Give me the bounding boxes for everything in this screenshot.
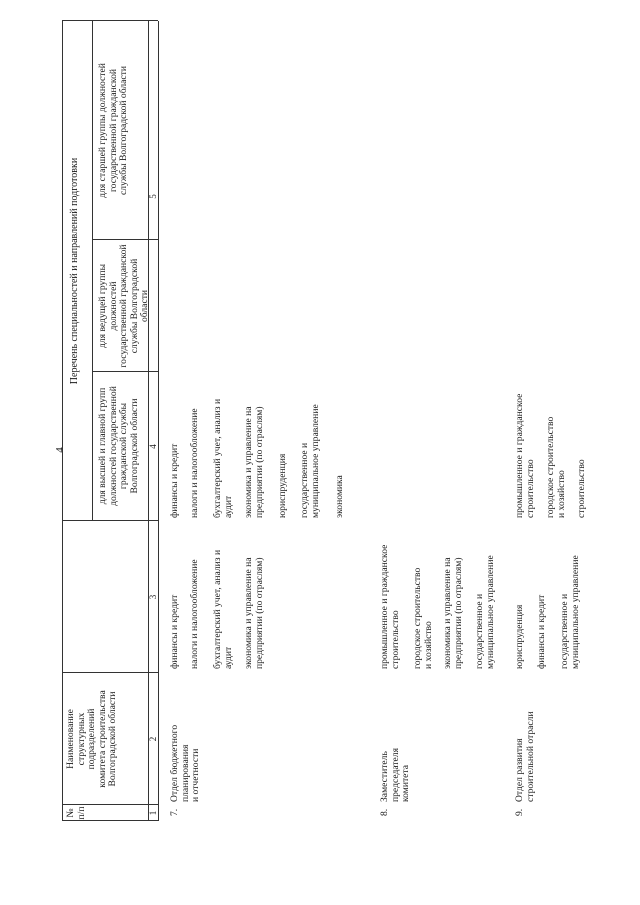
list-item: налоги и налогообложение	[189, 408, 200, 518]
row-number: 7.	[169, 808, 180, 816]
header-leading: для ведущей группы должностей государственной гражданской службы Волгоградской области	[97, 244, 150, 368]
list-item: экономика	[334, 475, 345, 518]
colnum-1: 1	[148, 810, 158, 816]
list-item: финансы и кредит	[536, 594, 547, 669]
page-number: 4	[54, 447, 66, 453]
list-item: государственное и муниципальное управление	[299, 404, 321, 518]
row-subdivision: Отдел развития строительной отрасли	[514, 711, 536, 802]
list-item: экономика и управление на предприятии (по отраслям)	[243, 406, 265, 518]
colnum-5: 5	[148, 194, 158, 199]
list-item: городское строительство и хозяйство	[412, 567, 434, 669]
list-item: промышленное и гражданское строительство	[514, 393, 536, 518]
list-item: государственное и муниципальное управление	[474, 555, 496, 669]
list-item: экономика и управление на предприятии (по отраслям)	[243, 557, 265, 669]
row-number: 8.	[379, 808, 390, 816]
list-item: юриспруденция	[277, 453, 288, 518]
header-higher-main: для высшей и главной групп должностей государственной гражданской службы Волгоградской области	[97, 386, 140, 506]
list-item: городское строительство и хозяйство	[545, 416, 567, 518]
list-item: финансы и кредит	[169, 594, 180, 669]
header-group-divider	[92, 21, 93, 521]
header-specialties-group: Перечень специальностей и направлений подготовки	[69, 157, 80, 385]
list-item: строительство	[576, 459, 587, 518]
list-item: экономика и управление на предприятии (по отраслям)	[442, 557, 464, 669]
header-num: № п/п	[65, 806, 87, 820]
header-senior: для старшей группы должностей государственной гражданской службы Волгоградской области	[97, 63, 129, 198]
row-subdivision: Заместитель председателя комитета	[379, 748, 411, 802]
header-subdivision: Наименование структурных подразделений комитета строительства Волгоградской области	[65, 690, 118, 788]
list-item: налоги и налогообложение	[189, 559, 200, 669]
list-item: промышленное и гражданское строительство	[379, 544, 401, 669]
list-item: бухгалтерский учет, анализ и аудит	[212, 398, 234, 518]
col-divider-2	[62, 672, 158, 673]
row-number: 9.	[514, 808, 525, 816]
colnum-2: 2	[148, 736, 158, 742]
colnum-3: 3	[148, 594, 158, 600]
list-item: юриспруденция	[514, 604, 525, 669]
colnum-4: 4	[148, 444, 158, 449]
table-border-top	[62, 21, 63, 821]
list-item: бухгалтерский учет, анализ и аудит	[212, 549, 234, 669]
list-item: финансы и кредит	[169, 443, 180, 518]
list-item: государственное и муниципальное управление	[559, 555, 581, 669]
row-subdivision: Отдел бюджетного планирования и отчетности	[169, 724, 201, 802]
